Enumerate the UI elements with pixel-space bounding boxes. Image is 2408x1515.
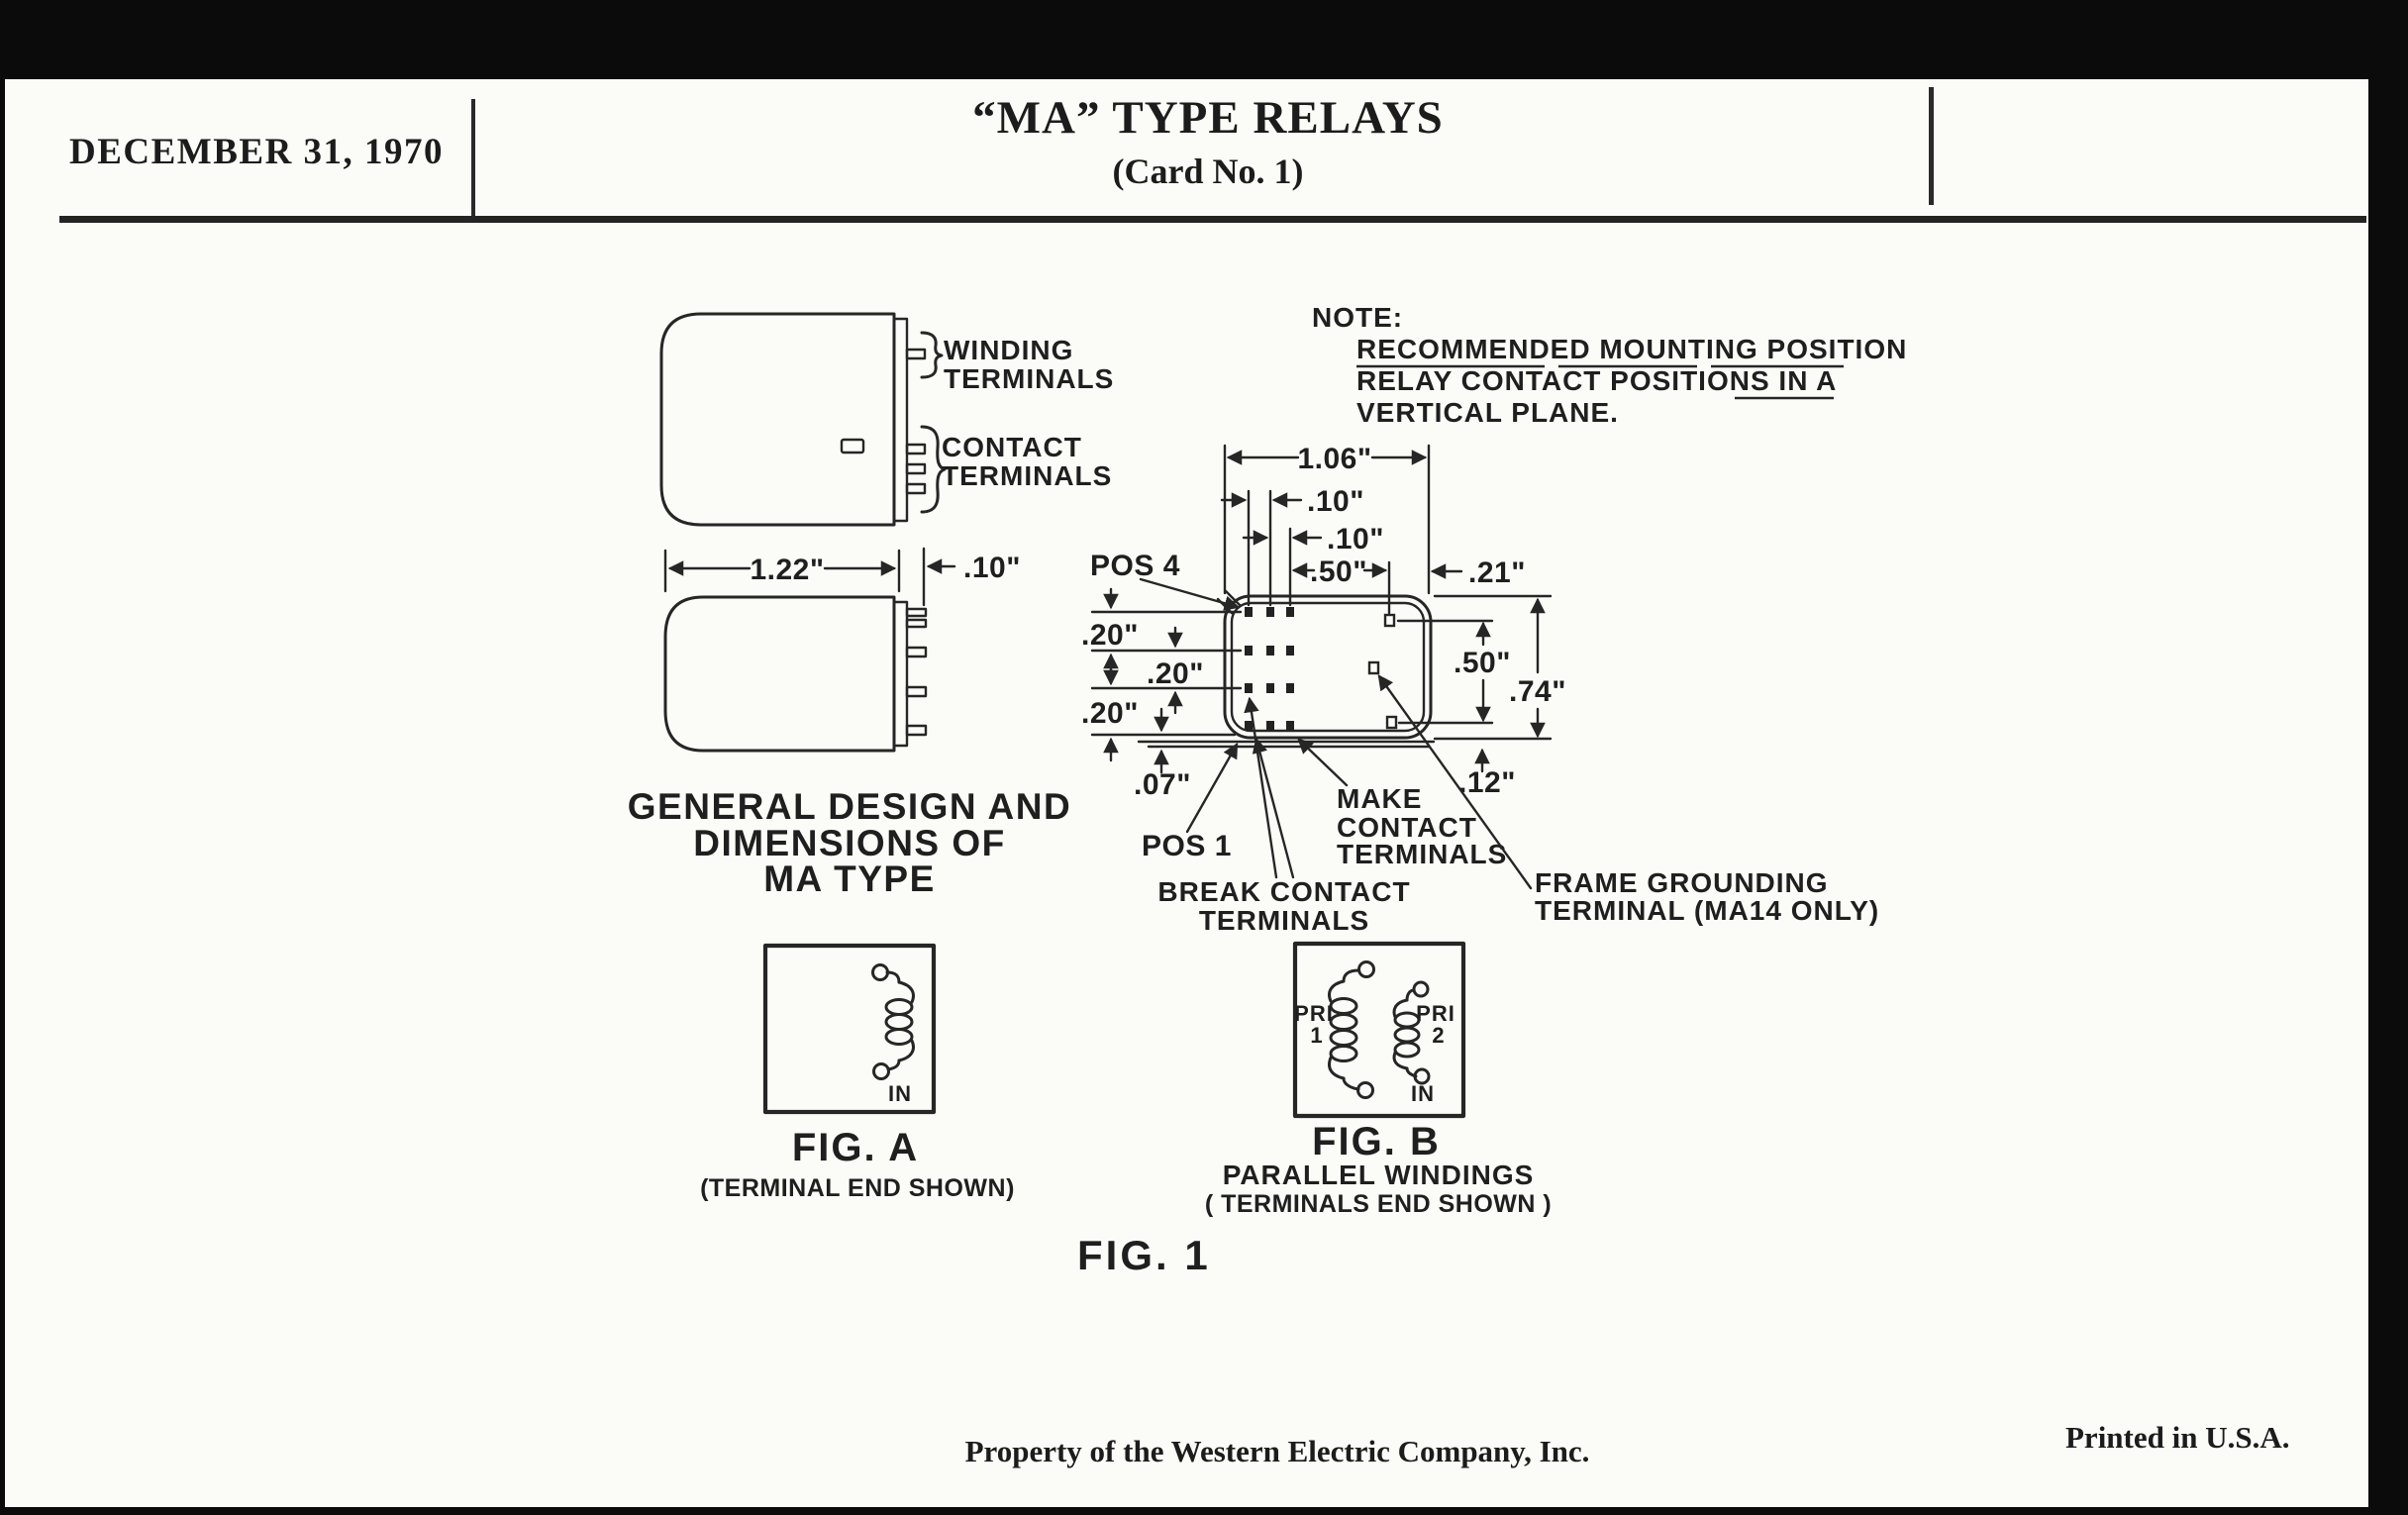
caption-line-3: MA TYPE <box>763 858 936 899</box>
dim-row1: .20" <box>1081 619 1139 652</box>
winding-terminals-label-2: TERMINALS <box>944 363 1115 394</box>
fig-a-title: FIG. A <box>791 1126 920 1169</box>
dim-overall-height: .74" <box>1509 675 1566 708</box>
page-title: “MA” TYPE RELAYS <box>972 92 1444 144</box>
note-line-1: RECOMMENDED MOUNTING POSITION <box>1356 334 1908 364</box>
dim-pin-length: .10" <box>963 552 1021 584</box>
dim-bottom-row: .07" <box>1134 768 1191 801</box>
note-line-2: RELAY CONTACT POSITIONS IN A <box>1356 365 1838 396</box>
dim-col2: .10" <box>1327 523 1384 556</box>
fig-b-pri1-number: 1 <box>1310 1023 1324 1048</box>
frame-grounding-terminal <box>1369 662 1378 673</box>
frame-grounding-label-1: FRAME GROUNDING <box>1535 867 1829 898</box>
note-label: NOTE: <box>1312 302 1404 333</box>
fig-b-title: FIG. B <box>1312 1120 1441 1163</box>
fig-b-subtitle-1: PARALLEL WINDINGS <box>1222 1160 1535 1190</box>
fig-b-pri2-number: 2 <box>1432 1023 1446 1048</box>
dim-right-height: .50" <box>1454 647 1511 679</box>
figure-number: FIG. 1 <box>1077 1232 1211 1278</box>
pos4-label: POS 4 <box>1090 550 1180 582</box>
dim-right-margin: .21" <box>1468 556 1526 589</box>
caption-line-2: DIMENSIONS OF <box>693 823 1006 863</box>
make-contact-label-2: CONTACT <box>1337 812 1477 843</box>
contact-terminals-label-2: TERMINALS <box>942 460 1113 491</box>
card-number: (Card No. 1) <box>1112 151 1304 191</box>
fig-b-in-label: IN <box>1411 1081 1435 1106</box>
pos1-label: POS 1 <box>1142 830 1232 862</box>
relay-side-view <box>661 314 1114 525</box>
fig-b-pri2-label: PRI <box>1416 1001 1455 1026</box>
issue-date: DECEMBER 31, 1970 <box>69 132 445 172</box>
terminal-end-view <box>1081 443 1879 936</box>
frame-grounding-label-2: TERMINAL (MA14 ONLY) <box>1535 895 1880 926</box>
fig-b-subtitle-2: ( TERMINALS END SHOWN ) <box>1204 1190 1553 1218</box>
printed-in-usa: Printed in U.S.A. <box>2065 1420 2290 1455</box>
make-contact-label-3: TERMINALS <box>1337 839 1508 869</box>
dim-span: .50" <box>1310 556 1367 588</box>
dim-body-width: 1.22" <box>750 554 825 586</box>
case-slot <box>842 440 863 453</box>
mounting-note <box>1312 302 1907 428</box>
relay-side-view-dimensioned <box>628 549 1071 899</box>
break-contact-label-1: BREAK CONTACT <box>1157 876 1411 907</box>
fig-b-pri1-label: PRI <box>1294 1001 1334 1026</box>
dim-row2: .20" <box>1147 657 1204 690</box>
winding-terminals-label-1: WINDING <box>944 335 1074 365</box>
contact-terminals-label-1: CONTACT <box>942 432 1082 462</box>
dim-bottom-offset: .12" <box>1458 766 1516 799</box>
dim-row3: .20" <box>1081 697 1139 730</box>
fig-a <box>700 946 1015 1202</box>
dim-overall-width: 1.06" <box>1297 443 1372 475</box>
dim-col1: .10" <box>1307 485 1364 518</box>
caption-line-1: GENERAL DESIGN AND <box>627 786 1072 827</box>
note-line-3: VERTICAL PLANE. <box>1356 397 1619 428</box>
fig-a-in-label: IN <box>888 1081 912 1106</box>
break-contact-label-2: TERMINALS <box>1198 905 1370 936</box>
property-notice: Property of the Western Electric Company, Inc. <box>964 1434 1590 1468</box>
fig-b <box>1205 944 1552 1218</box>
fig-a-subtitle: (TERMINAL END SHOWN) <box>700 1174 1015 1202</box>
make-contact-label-1: MAKE <box>1337 783 1423 814</box>
